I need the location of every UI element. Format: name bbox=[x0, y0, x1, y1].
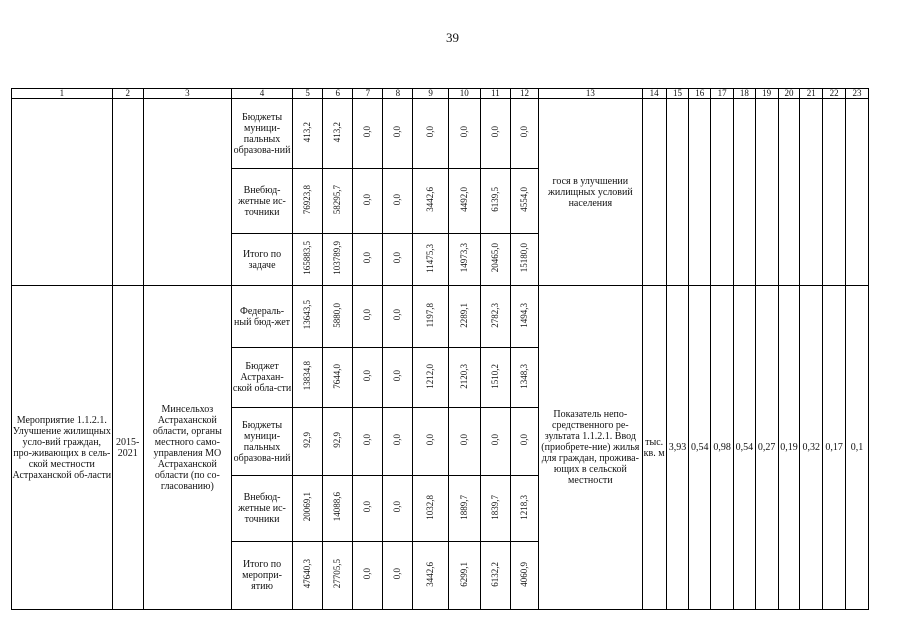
budget-value bbox=[448, 408, 480, 476]
budget-value-text: 3442,6 bbox=[425, 561, 436, 587]
budget-value bbox=[353, 169, 383, 234]
target-value: 0,32 bbox=[800, 286, 823, 610]
budget-value bbox=[413, 542, 448, 610]
budget-value bbox=[383, 542, 413, 610]
budget-value-text: 0,0 bbox=[362, 434, 373, 446]
target-cell-empty bbox=[733, 99, 755, 286]
budget-value-text: 103789,9 bbox=[332, 241, 343, 275]
budget-value bbox=[448, 542, 480, 610]
budget-value-text: 76923,8 bbox=[302, 184, 313, 215]
budget-value bbox=[510, 169, 538, 234]
budget-value bbox=[480, 286, 510, 348]
budget-value bbox=[383, 234, 413, 286]
budget-value bbox=[510, 542, 538, 610]
budget-value bbox=[510, 476, 538, 542]
budget-value bbox=[448, 169, 480, 234]
budget-value bbox=[383, 348, 413, 408]
budget-value bbox=[353, 234, 383, 286]
budget-value bbox=[383, 408, 413, 476]
budget-value-text: 413,2 bbox=[332, 121, 343, 143]
target-value: 0,17 bbox=[823, 286, 846, 610]
budget-value-text: 20069,1 bbox=[302, 492, 313, 522]
budget-value-text: 0,0 bbox=[362, 568, 373, 580]
column-number: 8 bbox=[383, 89, 413, 99]
budget-value-text: 0,0 bbox=[362, 501, 373, 513]
budget-value bbox=[480, 169, 510, 234]
budget-value bbox=[383, 99, 413, 169]
budget-value-text: 0,0 bbox=[392, 434, 403, 446]
column-number: 5 bbox=[293, 89, 323, 99]
budget-value-text: 0,0 bbox=[392, 568, 403, 580]
funding-source: Федераль-ный бюд-жет bbox=[231, 286, 292, 348]
budget-value bbox=[480, 542, 510, 610]
budget-value-text: 0,0 bbox=[362, 126, 373, 138]
target-cell-empty bbox=[642, 99, 666, 286]
target-cell-empty bbox=[711, 99, 734, 286]
column-number: 15 bbox=[666, 89, 689, 99]
budget-value-text: 0,0 bbox=[392, 309, 403, 321]
column-number: 19 bbox=[755, 89, 778, 99]
budget-value bbox=[413, 408, 448, 476]
budget-value bbox=[323, 348, 353, 408]
column-number: 13 bbox=[538, 89, 642, 99]
budget-value-text: 0,0 bbox=[362, 370, 373, 382]
budget-value bbox=[383, 169, 413, 234]
funding-source: Итого по задаче bbox=[231, 234, 292, 286]
budget-value bbox=[448, 476, 480, 542]
budget-table bbox=[11, 88, 869, 610]
column-number: 3 bbox=[143, 89, 231, 99]
budget-value-text: 0,0 bbox=[518, 126, 529, 138]
funding-source: Итого по меропри-ятию bbox=[231, 542, 292, 610]
budget-value bbox=[293, 542, 323, 610]
target-cell-empty bbox=[689, 99, 711, 286]
column-number: 18 bbox=[733, 89, 755, 99]
budget-value bbox=[480, 408, 510, 476]
budget-value bbox=[353, 348, 383, 408]
budget-value-text: 0,0 bbox=[362, 309, 373, 321]
column-number: 10 bbox=[448, 89, 480, 99]
budget-value bbox=[353, 476, 383, 542]
budget-value bbox=[480, 99, 510, 169]
budget-value-text: 1889,7 bbox=[458, 494, 469, 520]
budget-value-text: 6139,5 bbox=[489, 187, 500, 212]
budget-value-text: 1197,8 bbox=[425, 302, 436, 328]
budget-value-text: 3442,6 bbox=[425, 187, 436, 212]
budget-value bbox=[510, 408, 538, 476]
budget-value bbox=[413, 286, 448, 348]
column-number: 1 bbox=[12, 89, 113, 99]
budget-value-text: 0,0 bbox=[362, 193, 373, 206]
budget-value-text: 4554,0 bbox=[518, 187, 529, 212]
target-value: 0,54 bbox=[689, 286, 711, 610]
budget-value-text: 4492,0 bbox=[458, 187, 469, 212]
budget-value-text: 0,0 bbox=[425, 126, 436, 138]
column-number: 2 bbox=[112, 89, 143, 99]
page-number: 39 bbox=[446, 30, 459, 45]
column-number: 22 bbox=[823, 89, 846, 99]
target-cell-empty bbox=[845, 99, 868, 286]
funding-source: Бюджеты муници-пальных образова-ний bbox=[231, 99, 292, 169]
budget-value-text: 14973,3 bbox=[458, 243, 469, 273]
budget-value bbox=[480, 234, 510, 286]
budget-value-text: 1212,0 bbox=[425, 363, 436, 389]
target-cell-empty bbox=[666, 99, 689, 286]
budget-value bbox=[323, 408, 353, 476]
budget-value bbox=[413, 99, 448, 169]
activity-cell-empty bbox=[12, 99, 113, 286]
budget-value bbox=[480, 476, 510, 542]
budget-value-text: 15180,0 bbox=[518, 243, 529, 273]
column-number: 17 bbox=[711, 89, 734, 99]
budget-value bbox=[323, 476, 353, 542]
budget-value bbox=[448, 286, 480, 348]
column-number: 20 bbox=[778, 89, 800, 99]
budget-value-text: 47640,3 bbox=[302, 559, 313, 589]
budget-value bbox=[323, 542, 353, 610]
budget-value-text: 27705,5 bbox=[332, 559, 343, 589]
budget-value-text: 413,2 bbox=[302, 121, 313, 143]
target-value: 3,93 bbox=[666, 286, 689, 610]
indicator-cell: гося в улучшении жилищных условий населения bbox=[538, 99, 642, 286]
budget-value-text: 92,9 bbox=[302, 432, 313, 448]
column-number: 14 bbox=[642, 89, 666, 99]
budget-value bbox=[353, 542, 383, 610]
budget-value-text: 1839,7 bbox=[489, 494, 500, 520]
budget-value-text: 2289,1 bbox=[458, 302, 469, 328]
funding-source: Внебюд-жетные ис-точники bbox=[231, 476, 292, 542]
activity-executor: Минсельхоз Астраханской области, органы местного само-управления МО Астраханской области (по со-гласованию) bbox=[143, 286, 231, 610]
budget-value-text: 1218,3 bbox=[518, 494, 529, 520]
activity-name: Мероприятие 1.1.2.1. Улучшение жилищных усло-вий граждан, про-живающих в сель-ской местности Астраханской об-ласти bbox=[12, 286, 113, 610]
target-cell-empty bbox=[755, 99, 778, 286]
budget-value bbox=[293, 408, 323, 476]
budget-value bbox=[383, 476, 413, 542]
budget-value bbox=[510, 286, 538, 348]
budget-value-text: 2782,3 bbox=[489, 302, 500, 328]
column-number: 16 bbox=[689, 89, 711, 99]
target-value: 0,19 bbox=[778, 286, 800, 610]
funding-source: Внебюд-жетные ис-точники bbox=[231, 169, 292, 234]
activity-period: 2015-2021 bbox=[112, 286, 143, 610]
budget-value bbox=[448, 99, 480, 169]
budget-value bbox=[293, 234, 323, 286]
budget-value-text: 0,0 bbox=[392, 252, 403, 264]
column-number: 12 bbox=[510, 89, 538, 99]
budget-value-text: 0,0 bbox=[518, 434, 529, 446]
budget-value-text: 11475,3 bbox=[425, 243, 436, 273]
budget-value-text: 0,0 bbox=[489, 434, 500, 446]
budget-value-text: 13834,8 bbox=[302, 361, 313, 391]
budget-value-text: 1494,3 bbox=[518, 302, 529, 328]
table-row bbox=[12, 99, 869, 169]
column-number: 7 bbox=[353, 89, 383, 99]
budget-value bbox=[413, 234, 448, 286]
budget-value-text: 4060,9 bbox=[518, 561, 529, 587]
budget-value-text: 2120,3 bbox=[458, 363, 469, 389]
budget-value-text: 0,0 bbox=[425, 434, 436, 446]
budget-value-text: 0,0 bbox=[489, 126, 500, 138]
budget-value-text: 7644,0 bbox=[332, 363, 343, 389]
target-value: 0,98 bbox=[711, 286, 734, 610]
target-value: 0,1 bbox=[845, 286, 868, 610]
indicator-cell: Показатель непо-средственного ре-зультата 1.1.2.1. Ввод (приобрете-ние) жилья для граждан, прожива-ющих в сельской местности bbox=[538, 286, 642, 610]
period-cell-empty bbox=[112, 99, 143, 286]
target-cell-empty bbox=[800, 99, 823, 286]
budget-value-text: 0,0 bbox=[392, 193, 403, 206]
budget-value-text: 6299,1 bbox=[458, 561, 469, 587]
budget-value-text: 0,0 bbox=[362, 252, 373, 264]
budget-value-text: 0,0 bbox=[458, 434, 469, 446]
budget-value-text: 5880,0 bbox=[332, 302, 343, 328]
column-number: 23 bbox=[845, 89, 868, 99]
budget-value bbox=[413, 476, 448, 542]
budget-value bbox=[323, 99, 353, 169]
column-number: 9 bbox=[413, 89, 448, 99]
budget-value bbox=[383, 286, 413, 348]
column-number: 21 bbox=[800, 89, 823, 99]
budget-value-text: 6132,2 bbox=[489, 561, 500, 587]
column-number: 4 bbox=[231, 89, 292, 99]
budget-value bbox=[413, 169, 448, 234]
budget-value bbox=[480, 348, 510, 408]
budget-value bbox=[510, 99, 538, 169]
budget-value-text: 14088,6 bbox=[332, 492, 343, 522]
budget-value-text: 92,9 bbox=[332, 432, 343, 448]
budget-value-text: 165883,5 bbox=[302, 241, 313, 275]
budget-value-text: 0,0 bbox=[458, 126, 469, 138]
budget-value-text: 0,0 bbox=[392, 370, 403, 382]
budget-value bbox=[323, 286, 353, 348]
executor-cell-empty bbox=[143, 99, 231, 286]
budget-value-text: 20465,0 bbox=[489, 243, 500, 273]
budget-value bbox=[293, 348, 323, 408]
column-number: 11 bbox=[480, 89, 510, 99]
funding-source: Бюджет Астрахан-ской обла-сти bbox=[231, 348, 292, 408]
budget-value-text: 58295,7 bbox=[332, 184, 343, 215]
budget-value bbox=[293, 476, 323, 542]
budget-value bbox=[353, 286, 383, 348]
funding-source: Бюджеты муници-пальных образова-ний bbox=[231, 408, 292, 476]
budget-value bbox=[448, 348, 480, 408]
budget-value bbox=[353, 99, 383, 169]
unit-cell: тыс. кв. м bbox=[642, 286, 666, 610]
budget-value-text: 1510,2 bbox=[489, 363, 500, 389]
budget-value bbox=[293, 169, 323, 234]
target-cell-empty bbox=[778, 99, 800, 286]
budget-value bbox=[448, 234, 480, 286]
budget-value bbox=[323, 234, 353, 286]
budget-value-text: 0,0 bbox=[392, 501, 403, 513]
column-number: 6 bbox=[323, 89, 353, 99]
target-value: 0,54 bbox=[733, 286, 755, 610]
budget-value-text: 13643,5 bbox=[302, 300, 313, 330]
budget-value-text: 1032,8 bbox=[425, 494, 436, 520]
table-row bbox=[12, 286, 869, 348]
budget-value bbox=[353, 408, 383, 476]
budget-value-text: 1348,3 bbox=[518, 363, 529, 389]
budget-value bbox=[323, 169, 353, 234]
budget-value bbox=[293, 99, 323, 169]
target-value: 0,27 bbox=[755, 286, 778, 610]
budget-value bbox=[510, 348, 538, 408]
budget-value-text: 0,0 bbox=[392, 126, 403, 138]
budget-value bbox=[413, 348, 448, 408]
budget-value bbox=[510, 234, 538, 286]
header-row bbox=[12, 89, 869, 99]
budget-value bbox=[293, 286, 323, 348]
target-cell-empty bbox=[823, 99, 846, 286]
